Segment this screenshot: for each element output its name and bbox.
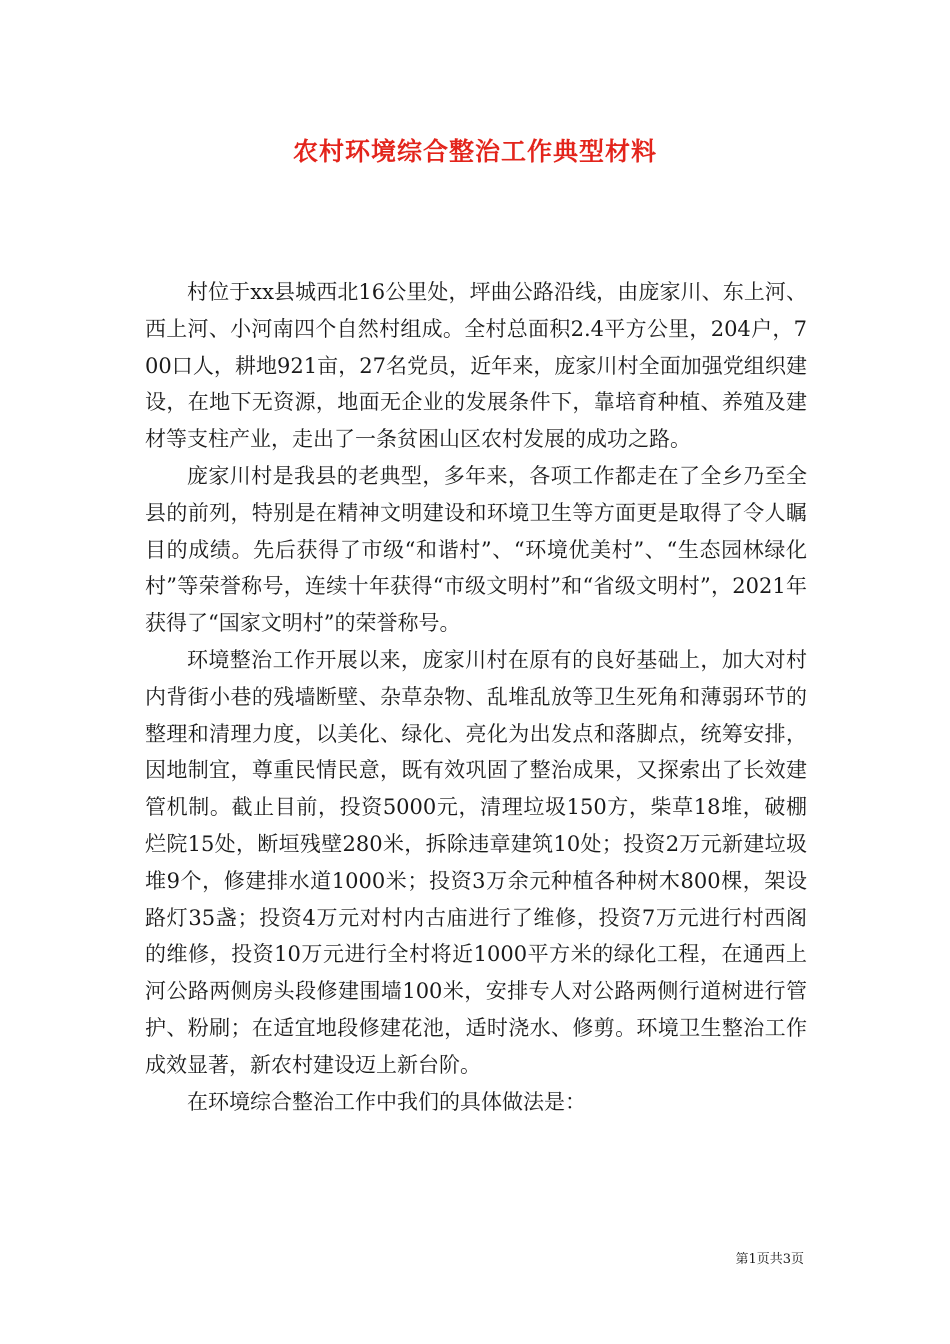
paragraph-1: 村位于xx县城西北16公里处，坪曲公路沿线，由庞家川、东上河、西上河、小河南四个自然村组成。全村总面积2.4平方公里，204户，700口人，耕地921亩，27名党员，近年来，庞家川村全面加强党组织建设，在地下无资源，地面无企业的发展条件下，靠培育种植、养殖及建材等支柱产业，走出了一条贫困山区农村发展的成功之路。 [145,280,807,452]
paragraph-4: 在环境综合整治工作中我们的具体做法是： [187,1089,586,1114]
paragraph-3: 环境整治工作开展以来，庞家川村在原有的良好基础上，加大对村内背街小巷的残墙断壁、杂草杂物、乱堆乱放等卫生死角和薄弱环节的整理和清理力度，以美化、绿化、亮化为出发点和落脚点，统筹安排，因地制宜，尊重民情民意，既有效巩固了整治成果，又探索出了长效建管机制。截止目前，投资5000元，清理垃圾150方，柴草18堆，破棚烂院15处，断垣残壁280米，拆除违章建筑10处；投资2万元新建垃圾堆9个，修建排水道1000米；投资3万余元种植各种树木800棵，架设路灯35盏；投资4万元对村内古庙进行了维修，投资7万元进行村西阁的维修，投资10万元进行全村将近1000平方米的绿化工程，在通西上河公路两侧房头段修建围墙100米，安排专人对公路两侧行道树进行管护、粉刷；在适宜地段修建花池，适时浇水、修剪。环境卫生整治工作成效显著，新农村建设迈上新台阶。 [145,647,807,1077]
page-number-footer: 第1页共3页 [735,1252,804,1267]
document-title: 农村环境综合整治工作典型材料 [292,137,657,166]
document-body [145,274,807,1120]
paragraph-2: 庞家川村是我县的老典型，多年来，各项工作都走在了全乡乃至全县的前列，特别是在精神文明建设和环境卫生等方面更是取得了令人瞩目的成绩。先后获得了市级“和谐村”、“环境优美村”、“生态园林绿化村”等荣誉称号，连续十年获得“市级文明村”和“省级文明村”，2021年获得了“国家文明村”的荣誉称号。 [145,463,807,636]
